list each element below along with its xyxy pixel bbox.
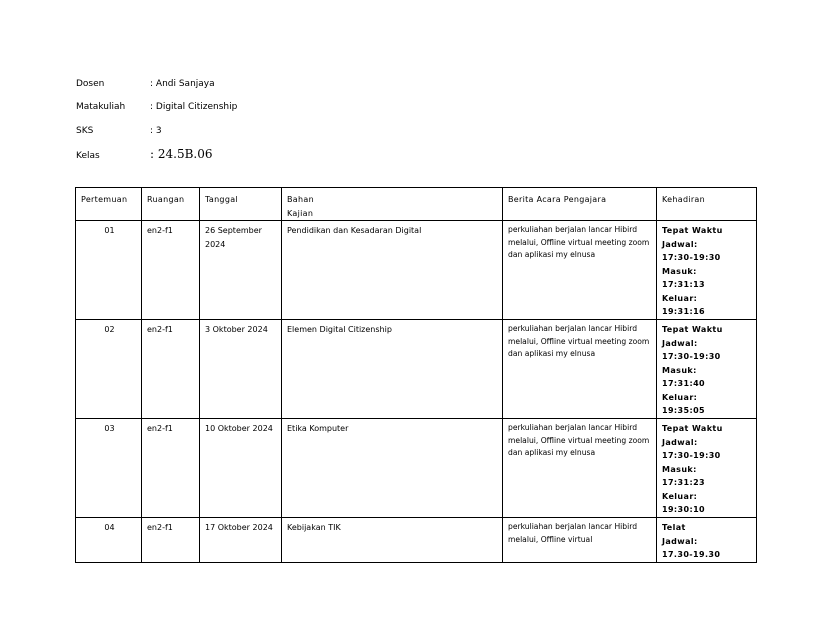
table-row: [76, 419, 757, 518]
kehadiran-status: Tepat Waktu: [662, 424, 723, 433]
cell-berita: perkuliahan berjalan lancar Hibird melalui, Offline virtual: [503, 518, 657, 563]
table-row: [76, 518, 757, 563]
cell-tanggal: 17 Oktober 2024: [200, 518, 282, 563]
jadwal-value: 17:30-19:30: [662, 451, 721, 460]
cell-pertemuan: 04: [76, 518, 142, 563]
header-kajian: Kajian: [287, 208, 314, 218]
cell-kehadiran: [657, 221, 757, 320]
masuk-value: 17:31:13: [662, 280, 705, 289]
header-bahan: Bahan: [287, 195, 314, 204]
cell-ruangan: en2-f1: [142, 221, 200, 320]
header-tanggal: Tanggal: [200, 188, 282, 221]
cell-tanggal: 3 Oktober 2024: [200, 320, 282, 419]
matakuliah-value: : Digital Citizenship: [150, 101, 237, 113]
masuk-label: Masuk:: [662, 266, 697, 276]
jadwal-value: 17:30-19:30: [662, 352, 721, 361]
masuk-value: 17:31:23: [662, 478, 705, 487]
keluar-label: Keluar:: [662, 293, 698, 303]
masuk-label: Masuk:: [662, 464, 697, 474]
keluar-value: 19:30:10: [662, 505, 705, 514]
cell-bahan: Pendidikan dan Kesadaran Digital: [282, 221, 503, 320]
cell-kehadiran: [657, 320, 757, 419]
keluar-label: Keluar:: [662, 392, 698, 402]
sks-value: : 3: [150, 125, 162, 137]
jadwal-value: 17:30-19:30: [662, 253, 721, 262]
cell-tanggal: 26 September 2024: [200, 221, 282, 320]
header-bahan-kajian: [282, 188, 503, 221]
table-row: [76, 320, 757, 419]
cell-ruangan: en2-f1: [142, 320, 200, 419]
jadwal-label: Jadwal:: [662, 239, 698, 249]
cell-pertemuan: 01: [76, 221, 142, 320]
kehadiran-status: Tepat Waktu: [662, 325, 723, 334]
cell-bahan: Elemen Digital Citizenship: [282, 320, 503, 419]
dosen-label: Dosen: [76, 79, 105, 89]
jadwal-value: 17.30-19.30: [662, 550, 721, 559]
attendance-table: [75, 187, 757, 563]
table-row: [76, 221, 757, 320]
cell-berita: perkuliahan berjalan lancar Hibird melalui, Offline virtual meeting zoom dan aplikasi my elnusa: [503, 320, 657, 419]
keluar-value: 19:35:05: [662, 406, 705, 415]
cell-pertemuan: 02: [76, 320, 142, 419]
table-header-row: [76, 188, 757, 221]
matakuliah-label: Matakuliah: [76, 102, 126, 112]
keluar-value: 19:31:16: [662, 307, 705, 316]
masuk-value: 17:31:40: [662, 379, 705, 388]
cell-ruangan: en2-f1: [142, 518, 200, 563]
masuk-label: Masuk:: [662, 365, 697, 375]
cell-bahan: Etika Komputer: [282, 419, 503, 518]
header-ruangan: Ruangan: [142, 188, 200, 221]
cell-berita: perkuliahan berjalan lancar Hibird melalui, Offline virtual meeting zoom dan aplikasi my elnusa: [503, 221, 657, 320]
keluar-label: Keluar:: [662, 491, 698, 501]
cell-kehadiran: [657, 518, 757, 563]
kehadiran-status: Tepat Waktu: [662, 226, 723, 235]
cell-tanggal: 10 Oktober 2024: [200, 419, 282, 518]
kelas-value: : 24.5B.06: [150, 148, 212, 160]
jadwal-label: Jadwal:: [662, 536, 698, 546]
jadwal-label: Jadwal:: [662, 437, 698, 447]
cell-berita: perkuliahan berjalan lancar Hibird melalui, Offline virtual meeting zoom dan aplikasi my elnusa: [503, 419, 657, 518]
cell-kehadiran: [657, 419, 757, 518]
cell-pertemuan: 03: [76, 419, 142, 518]
cell-bahan: Kebijakan TIK: [282, 518, 503, 563]
cell-ruangan: en2-f1: [142, 419, 200, 518]
sks-label: SKS: [76, 126, 94, 136]
kelas-label: Kelas: [76, 151, 100, 161]
header-pertemuan: Pertemuan: [76, 188, 142, 221]
header-kehadiran: Kehadiran: [657, 188, 757, 221]
kehadiran-status: Telat: [662, 523, 686, 532]
header-berita-acara: Berita Acara Pengajara: [503, 188, 657, 221]
jadwal-label: Jadwal:: [662, 338, 698, 348]
dosen-value: : Andi Sanjaya: [150, 78, 215, 90]
